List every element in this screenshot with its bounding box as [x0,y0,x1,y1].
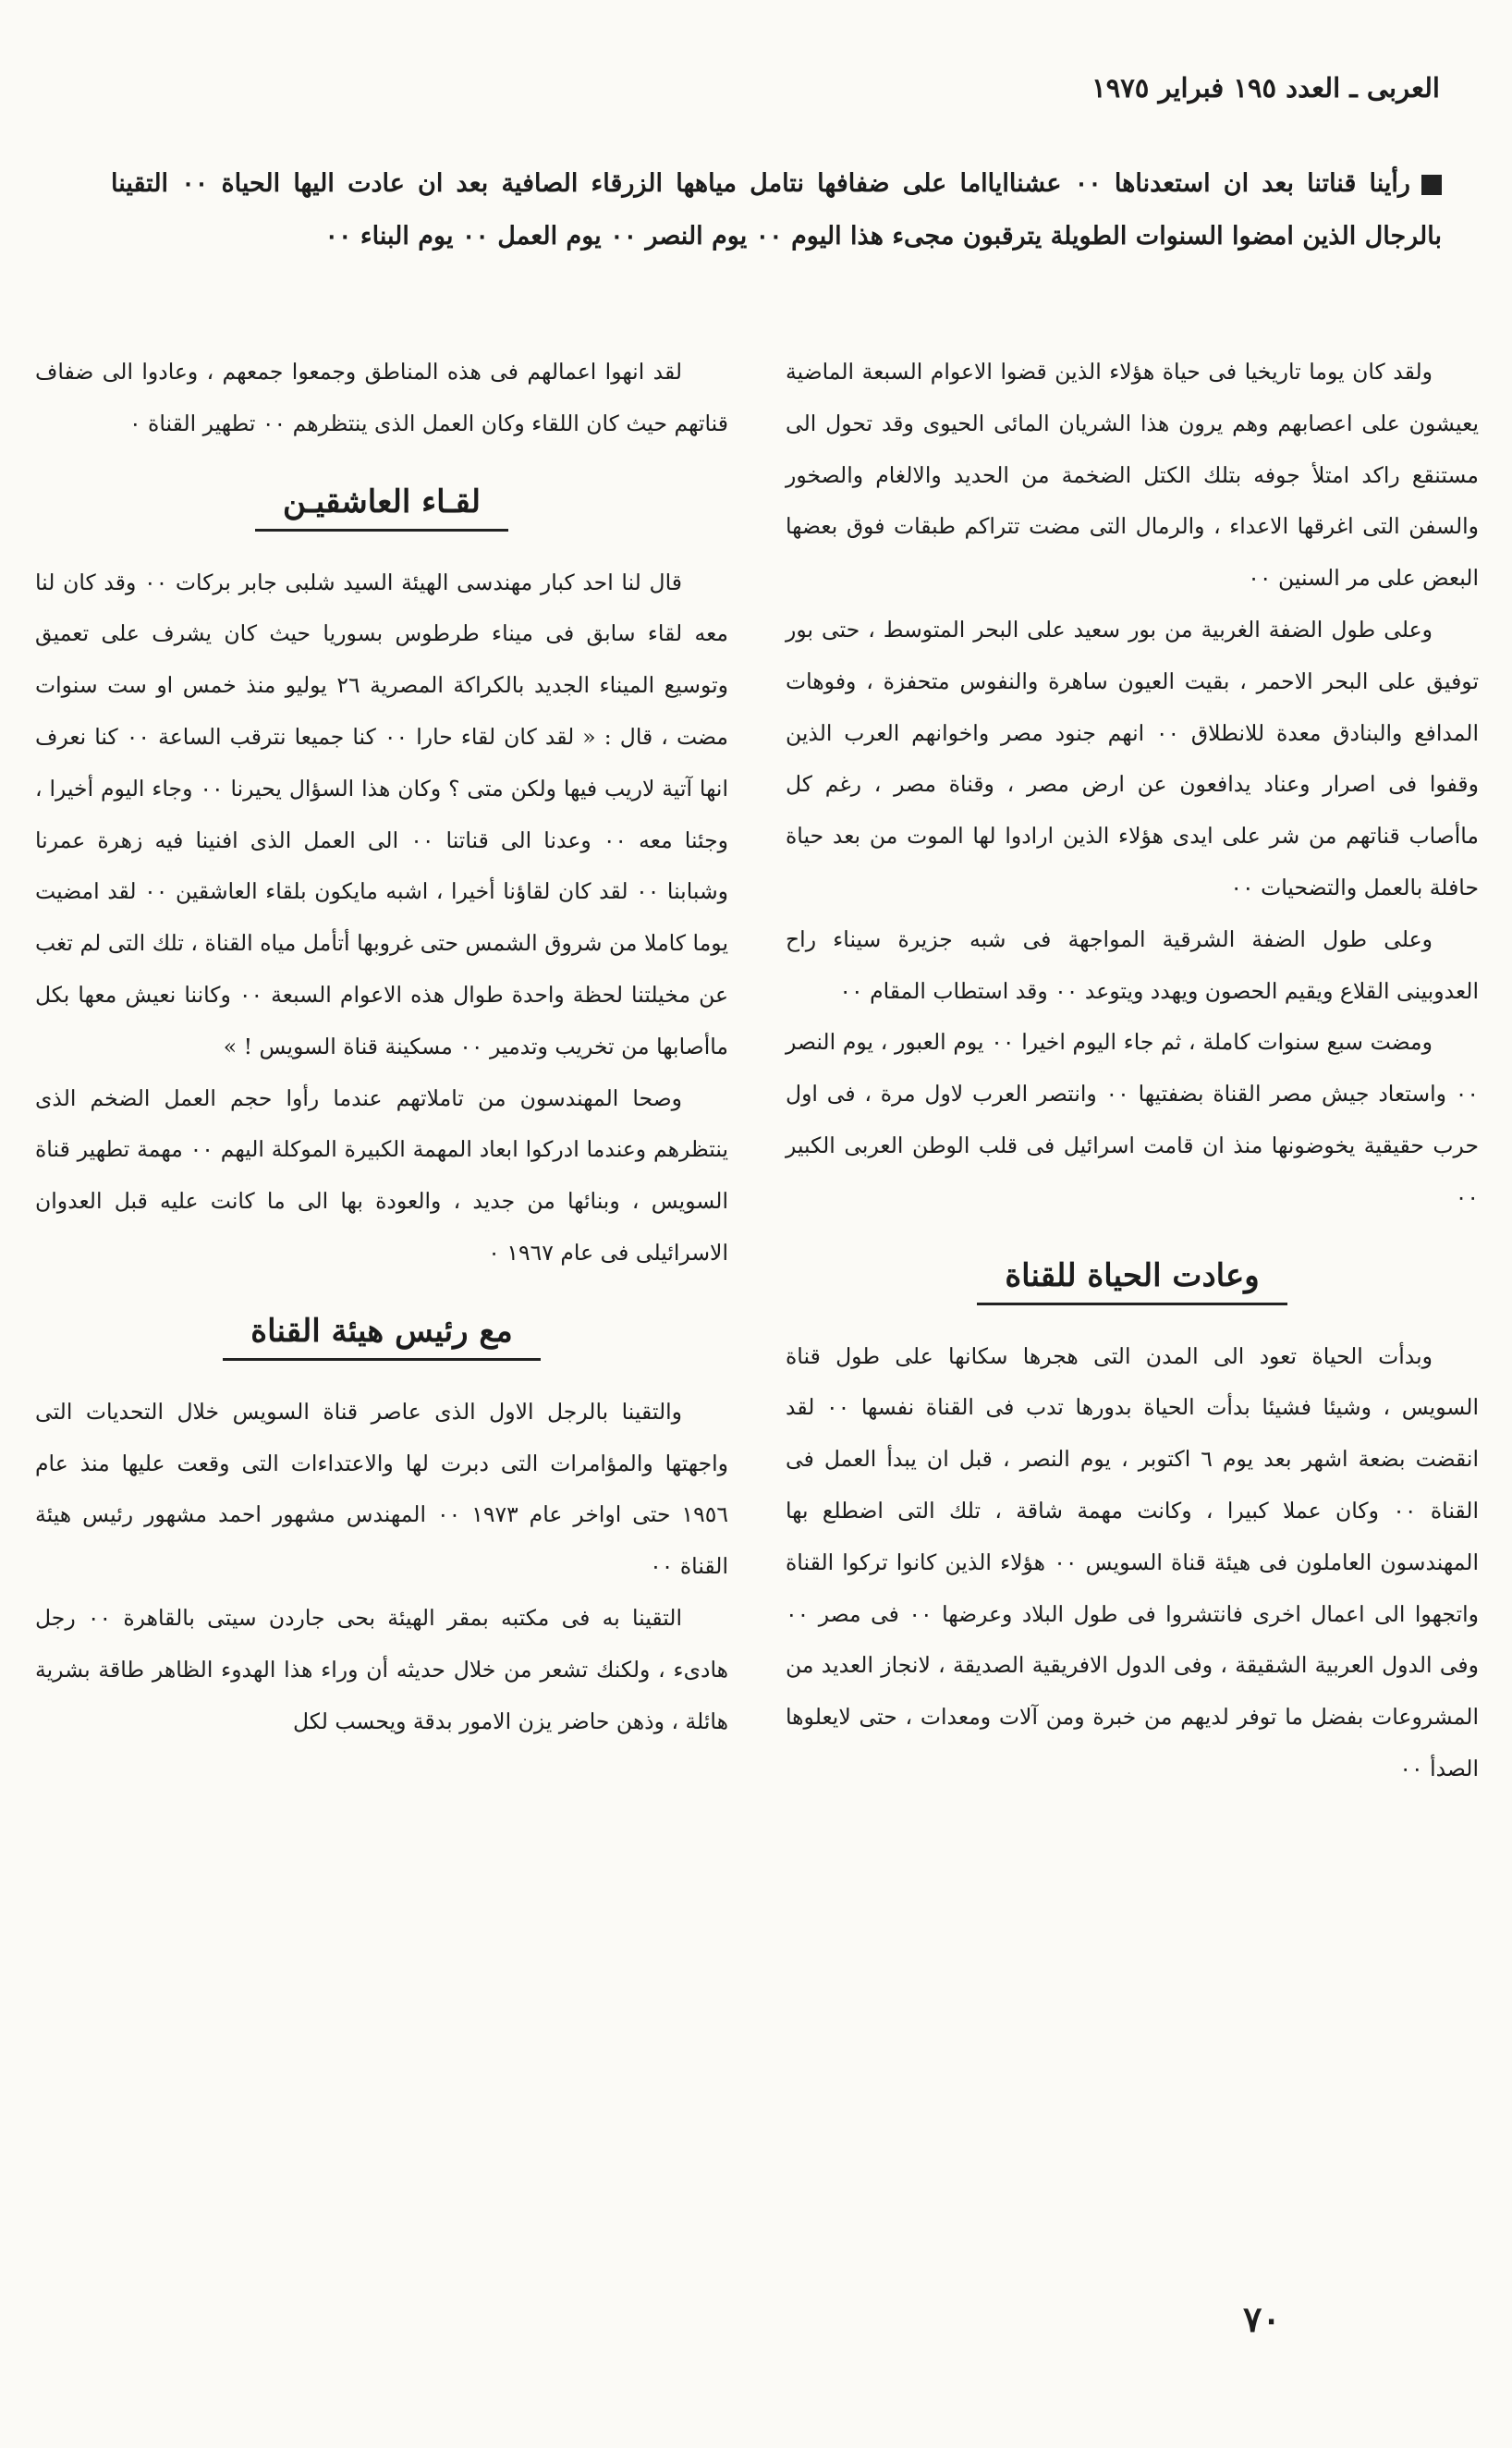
section-heading [35,1305,728,1361]
paragraph: والتقينا بالرجل الاول الذى عاصر قناة السويس خلال التحديات التى واجهتها والمؤامرات التى دبرت لها والاعتداءات التى وقعت عليها منذ عام ١٩٥٦ حتى اواخر عام ١٩٧٣ ٠٠ المهندس مشهور احمد مشهور رئيس هيئة القناة ٠٠ [35,1398,728,1580]
square-bullet-icon [1421,175,1442,195]
intro-paragraph [111,157,1442,263]
intro-text: رأينا قناتنا بعد ان استعدناها ٠٠ عشناايااما على ضفافها نتامل مياهها الزرقاء الصافية بعد ان عادت اليها الحياة ٠٠ التقينا بالرجال الذين امضوا السنوات الطويلة يترقبون مجىء هذا اليوم ٠٠ يوم النصر ٠٠ يوم العمل ٠٠ يوم البناء ٠٠ [111,169,1442,251]
section-heading [35,476,728,532]
paragraph: لقد انهوا اعمالهم فى هذه المناطق وجمعوا جمعهم ، وعادوا الى ضفاف قناتهم حيث كان اللقاء وكان العمل الذى ينتظرهم ٠٠ تطهير القناة ٠ [35,359,728,436]
section-heading [786,1250,1479,1305]
section-heading-text: لقـاء العاشقيـن [255,479,508,532]
running-header: العربى ـ العدد ١٩٥ فبراير ١٩٧٥ [1091,72,1440,104]
paragraph: ومضت سبع سنوات كاملة ، ثم جاء اليوم اخيرا ٠٠ يوم العبور ، يوم النصر ٠٠ واستعاد جيش مصر القناة بضفتيها ٠٠ وانتصر العرب لاول مرة ، فى اول حرب حقيقية يخوضونها منذ ان قامت اسرائيل فى قلب الوطن العربى الكبير ٠٠ [786,1029,1480,1210]
left-column [35,347,728,1747]
paragraph: ولقد كان يوما تاريخيا فى حياة هؤلاء الذين قضوا الاعوام السبعة الماضية يعيشون على اعصابهم وهم يرون هذا الشريان المائى الحيوى وقد تحول الى مستنقع راكد امتلأ جوفه بتلك الكتل الضخمة من الحديد والالغام والصخور والسفن التى اغرقها الاعداء ، والرمال التى مضت تتراكم طبقات فوق بعضها البعض على مر السنين ٠٠ [786,359,1479,592]
section-heading-text: وعادت الحياة للقناة [977,1253,1286,1305]
page-number: ٧٠ [1243,2298,1281,2340]
paragraph: قال لنا احد كبار مهندسى الهيئة السيد شلبى جابر بركات ٠٠ وقد كان لنا معه لقاء سابق فى ميناء طرطوس بسوريا حيث كان يشرف على تعميق وتوسيع الميناء الجديد بالكراكة المصرية ٢٦ يوليو منذ خمس او ست سنوات مضت ، قال : « لقد كان لقاء حارا ٠٠ كنا جميعا نترقب الساعة ٠٠ كنا نعرف انها آتية لاريب فيها ولكن متى ؟ وكان هذا السؤال يحيرنا ٠٠ وجاء اليوم أخيرا ، وجئنا معه ٠٠ وعدنا الى قناتنا ٠٠ الى العمل الذى افنينا فيه زهرة عمرنا وشبابنا ٠٠ لقد كان لقاؤنا أخيرا ، اشبه مايكون بلقاء العاشقين ٠٠ لقد امضيت يوما كاملا من شروق الشمس حتى غروبها أتأمل مياه القناة ، تلك التى لم تغب عن مخيلتنا لحظة واحدة طوال هذه الاعوام السبعة ٠٠ وكاننا نعيش معها بكل ماأصابها من تخريب وتدمير ٠٠ مسكينة قناة السويس ! » [35,569,728,1059]
right-column [786,347,1479,1795]
paragraph: وعلى طول الضفة الشرقية المواجهة فى شبه جزيرة سيناء راح العدوبينى القلاع ويقيم الحصون ويهدد ويتوعد ٠٠ وقد استطاب المقام ٠٠ [786,925,1479,1004]
paragraph: وبدأت الحياة تعود الى المدن التى هجرها سكانها على طول قناة السويس ، وشيئا فشيئا بدأت الحياة بدورها تدب فى القناة نفسها ٠٠ لقد انقضت بضعة اشهر بعد يوم ٦ اكتوبر ، يوم النصر ، قبل ان يبدأ العمل فى القناة ٠٠ وكان عملا كبيرا ، وكانت مهمة شاقة ، تلك التى اضطلع بها المهندسون العاملون فى هيئة قناة السويس ٠٠ هؤلاء الذين كانوا تركوا القناة واتجهوا الى اعمال اخرى فانتشروا فى طول البلاد وعرضها ٠٠ فى مصر ٠٠ وفى الدول العربية الشقيقة ، وفى الدول الافريقية الصديقة ، لانجاز العديد من المشروعات بفضل ما توفر لديهم من خبرة ومن آلات ومعدات ، حتى لايعلوها الصدأ ٠٠ [786,1342,1479,1781]
paragraph: التقينا به فى مكتبه بمقر الهيئة بحى جاردن سيتى بالقاهرة ٠٠ رجل هادىء ، ولكنك تشعر من خلال حديثه أن وراء هذا الهدوء الظاهر طاقة بشرية هائلة ، وذهن حاضر يزن الامور بدقة ويحسب لكل [35,1604,728,1734]
section-heading-text: مع رئيس هيئة القناة [223,1308,540,1361]
paragraph: وعلى طول الضفة الغربية من بور سعيد على البحر المتوسط ، حتى بور توفيق على البحر الاحمر ، بقيت العيون ساهرة والنفوس متحفزة ، وفوهات المدافع والبنادق معدة للانطلاق ٠٠ انهم جنود مصر واخوانهم العرب الذين وقفوا فى اصرار وعناد يدافعون عن ارض مصر ، وقناة مصر ، رغم كل ماأصاب قناتهم من شر على ايدى هؤلاء الذين ارادوا لها الموت من بعد حياة حافلة بالعمل والتضحيات ٠٠ [786,616,1479,900]
paragraph: وصحا المهندسون من تاملاتهم عندما رأوا حجم العمل الضخم الذى ينتظرهم وعندما ادركوا ابعاد المهمة الكبيرة الموكلة اليهم ٠٠ مهمة تطهير قناة السويس ، وبنائها من جديد ، والعودة بها الى ما كانت عليه قبل العدوان الاسرائيلى فى عام ١٩٦٧ ٠ [35,1084,728,1266]
